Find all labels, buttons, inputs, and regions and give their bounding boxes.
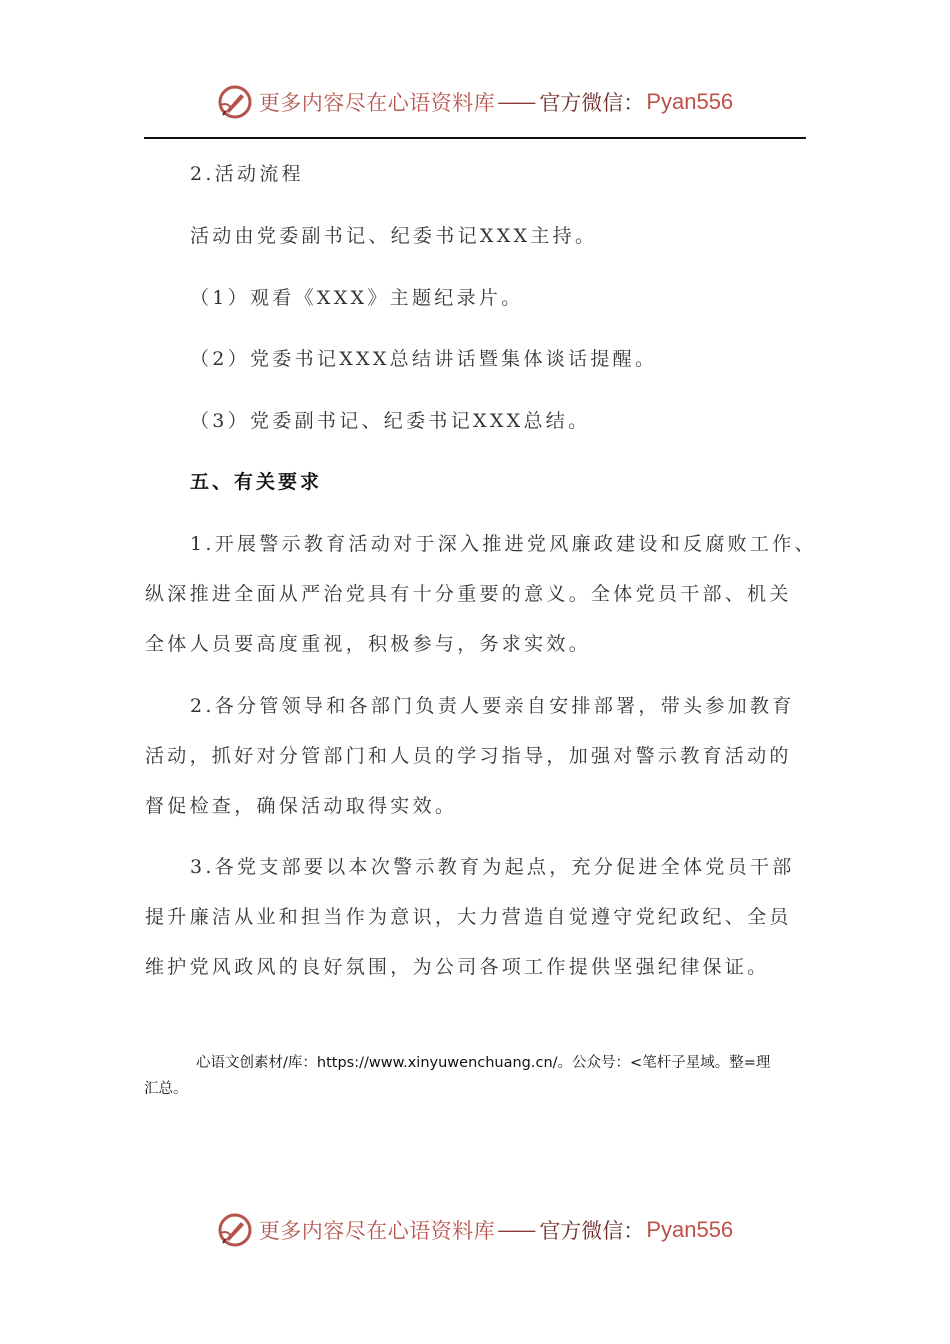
requirement-3-line-3: 维护党风政风的良好氛围，为公司各项工作提供坚强纪律保证。 [145, 956, 770, 978]
requirement-1-line-3: 全体人员要高度重视，积极参与，务求实效。 [145, 633, 592, 655]
banner-slogan: 更多内容尽在心语资料库 [258, 91, 496, 115]
banner-separator: —— [497, 90, 534, 114]
header-banner [0, 84, 950, 120]
header-divider [144, 137, 806, 139]
requirement-3-line-1: 3.各党支部要以本次警示教育为起点，充分促进全体党员干部 [190, 856, 795, 878]
footer-banner-wechat-id: Pyan556 [646, 1217, 734, 1242]
footer-banner-wechat-label: 官方微信： [539, 1219, 645, 1243]
footer-banner [0, 1212, 950, 1248]
host-line: 活动由党委副书记、纪委书记XXX主持。 [190, 225, 598, 247]
step-2: （2）党委书记XXX总结讲话暨集体谈话提醒。 [190, 348, 658, 370]
source-note-line-1: 心语文创素材/库：https://www.xinyuwenchuang.cn/。公众号：<笔杆子星域。整=理 [196, 1055, 771, 1071]
requirement-2-line-2: 活动，抓好对分管部门和人员的学习指导，加强对警示教育活动的 [145, 745, 792, 767]
flow-heading: 2.活动流程 [190, 163, 304, 185]
requirement-2-line-1: 2.各分管领导和各部门负责人要亲自安排部署，带头参加教育 [190, 695, 795, 717]
banner-wechat-id: Pyan556 [646, 89, 734, 114]
requirement-2-line-3: 督促检查，确保活动取得实效。 [145, 795, 458, 817]
step-3: （3）党委副书记、纪委书记XXX总结。 [190, 410, 591, 432]
source-note [144, 1050, 814, 1102]
requirement-3-line-2: 提升廉洁从业和担当作为意识，大力营造自觉遵守党纪政纪、全员 [145, 906, 792, 928]
requirement-1-line-1: 1.开展警示教育活动对于深入推进党风廉政建设和反腐败工作、 [190, 533, 817, 555]
footer-banner-slogan: 更多内容尽在心语资料库 [258, 1219, 496, 1243]
banner-wechat-label: 官方微信： [539, 91, 645, 115]
requirement-1-line-2: 纵深推进全面从严治党具有十分重要的意义。全体党员干部、机关 [145, 583, 792, 605]
quill-pen-logo-icon [217, 84, 253, 120]
quill-pen-logo-icon [217, 1212, 253, 1248]
step-1: （1）观看《XXX》主题纪录片。 [190, 287, 524, 309]
section-5-title: 五、有关要求 [190, 471, 323, 493]
footer-banner-separator: —— [497, 1218, 534, 1242]
source-note-line-2: 汇总。 [144, 1081, 188, 1097]
